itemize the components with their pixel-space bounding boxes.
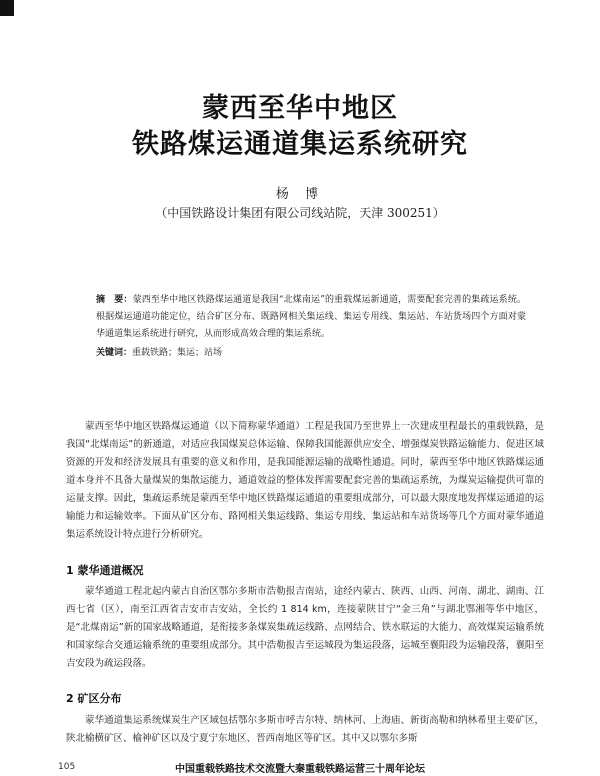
keywords-label: 关键词： [96, 348, 133, 358]
footer-banner: 中国重载铁路技术交流暨大秦重载铁路运营三十周年论坛 [175, 764, 425, 775]
section-2-paragraph: 蒙华通道集运系统煤炭生产区域包括鄂尔多斯市呼吉尔特、纳林河、上海庙、新街高勒和纳林希里主要矿区，陕北榆横矿区、榆神矿区以及宁夏宁东地区、晋西南地区等矿区。其中又以鄂尔多斯 [66, 715, 544, 744]
abstract-text: 蒙西至华中地区铁路煤运通道是我国“北煤南运”的重载煤运新通道，需要配套完善的集疏运系统。根据煤运通道功能定位，结合矿区分布、既路网相关集运线、集运专用线、集运站、车站货场四个方面对蒙华通道集运系统进行研究，从而形成高效合理的集运系统。 [96, 295, 526, 339]
author: 杨 博 [275, 187, 325, 202]
abstract-label: 摘 要： [96, 295, 133, 305]
keywords-text: 重载铁路；集运；站场 [132, 348, 223, 358]
section-2-heading: 2 矿区分布 [66, 692, 122, 705]
page-number: 105 [58, 762, 76, 772]
abstract [96, 292, 526, 343]
title-line-1: 蒙西至华中地区 [202, 93, 398, 124]
section-1-paragraph: 蒙华通道工程北起内蒙古自治区鄂尔多斯市浩勒报吉南站，途经内蒙古、陕西、山西、河南、湖北、湖南、江西七省（区），南至江西省吉安市吉安站，全长约 1 814 km，连接蒙陕甘宁“金三角”与湖北鄂湘等华中地区，是“北煤南运”新的国家战略通道，是衔接多条煤炭集疏运线路、点网结合、铁水联运的大能力、高效煤炭运输系统和国家综合交通运输系统的重要组成部分。其中浩勒报吉至运城段为集运段落，运城至襄阳段为运输段落，襄阳至吉安段为疏运段落。 [66, 586, 544, 669]
section-1-heading: 1 蒙华通道概况 [66, 564, 144, 577]
affiliation: （中国铁路设计集团有限公司线站院，天津 300251） [155, 206, 445, 220]
intro-paragraph: 蒙西至华中地区铁路煤运通道（以下简称蒙华通道）工程是我国乃至世界上一次建成里程最长的重载铁路，是我国“北煤南运”的新通道，对适应我国煤炭总体运输、保障我国能源供应安全、增强煤炭铁路运输能力、促进区域资源的开发和经济发展具有重要的意义和作用，是我国能源运输的战略性通道。同时，蒙西至华中地区铁路煤运通道本身并不具备大量煤炭的集散运能力，通道效益的整体发挥需要配套完善的集疏运系统，为煤炭运输提供可靠的运量支撑。因此，集疏运系统是蒙西至华中地区铁路煤运通道的重要组成部分，可以最大限度地发挥煤运通道的运输能力和运输效率。下面从矿区分布、路网相关集运线路、集运专用线、集运站和车站货场等几个方面对蒙华通道集运系统设计特点进行分析研究。 [66, 421, 544, 540]
corner-mark [0, 0, 14, 16]
title-line-2: 铁路煤运通道集运系统研究 [132, 129, 468, 160]
keywords [96, 346, 526, 360]
